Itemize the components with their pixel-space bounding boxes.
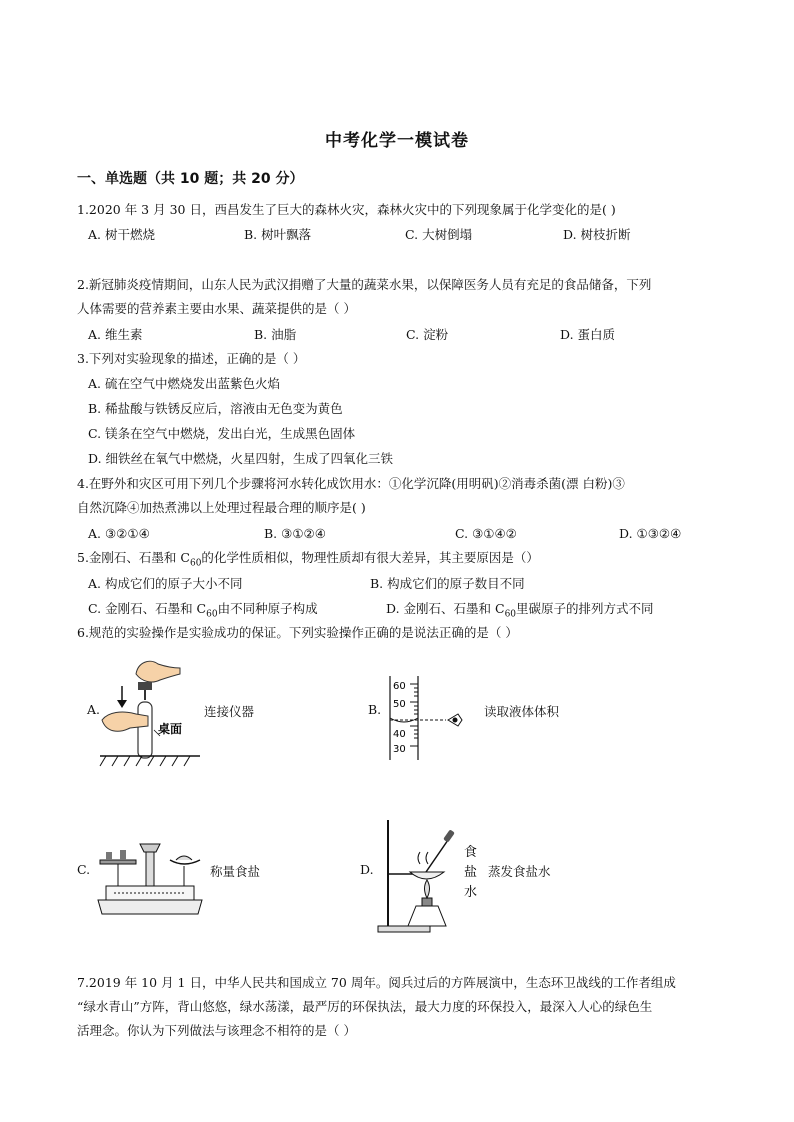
q3-option-c[interactable]: C. 镁条在空气中燃烧，发出白光，生成黑色固体 [88,426,356,441]
question-6-stem: 6.规范的实验操作是实验成功的保证。下列实验操作正确的是说法正确的是（ ） [77,625,518,640]
q6-d-label-1: 食 [464,845,478,860]
q6-d-label-2: 盐 [464,865,478,880]
q6-option-d-caption: 蒸发食盐水 [488,864,551,879]
q6-option-c-letter[interactable]: C. [77,862,91,877]
q1-option-b[interactable]: B. 树叶飘落 [244,227,312,242]
question-7-stem-line3: 活理念。你认为下列做法与该理念不相符的是（ ） [77,1023,356,1038]
q4-option-c[interactable]: C. ③①④② [455,526,517,541]
q1-option-a[interactable]: A. 树干燃烧 [88,227,155,242]
section-heading: 一、单选题（共 10 题；共 20 分） [77,171,304,187]
q5-stem-sub: 60 [189,558,202,569]
q5-option-d[interactable] [386,600,654,624]
q5-optc-post: 由不同种原子构成 [217,601,318,616]
q6-d-label-3: 水 [464,885,478,900]
q6-a-desk-label: 桌面 [158,722,183,736]
q5-optd-post: 里碳原子的排列方式不同 [516,601,654,616]
q6-option-d-figure [378,820,486,934]
q6-option-b-letter[interactable]: B. [368,702,382,717]
q2-option-a[interactable]: A. 维生素 [88,327,143,342]
q1-option-d[interactable]: D. 树枝折断 [563,227,631,242]
q6-b-tick-50: 50 [393,699,406,710]
q6-option-a-caption: 连接仪器 [204,704,255,719]
q6-option-d-letter[interactable]: D. [360,862,374,877]
question-7-stem-line2: “绿水青山”方阵，背山悠悠，绿水荡漾，最严厉的环保执法，最大力度的环保投入，最深入人心的绿色生 [77,999,653,1014]
q5-optd-sub: 60 [504,609,517,620]
q6-b-tick-60: 60 [393,681,406,692]
question-7-stem-line1: 7.2019 年 10 月 1 日，中华人民共和国成立 70 周年。阅兵过后的方阵展演中，生态环卫战线的工作者组成 [77,975,676,990]
q5-stem-post: 的化学性质相似，物理性质却有很大差异，其主要原因是（） [201,550,539,565]
question-1-stem: 1.2020 年 3 月 30 日，西昌发生了巨大的森林火灾，森林火灾中的下列现象属于化学变化的是( ) [77,202,616,217]
q6-b-tick-30: 30 [393,744,406,755]
q3-option-a[interactable]: A. 硫在空气中燃烧发出蓝紫色火焰 [88,376,280,391]
q5-stem-pre: 5.金刚石、石墨和 C [77,550,190,565]
q5-option-b[interactable]: B. 构成它们的原子数目不同 [370,576,525,591]
question-2-stem-line2: 人体需要的营养素主要由水果、蔬菜提供的是（ ） [77,301,356,316]
page-title: 中考化学一模试卷 [325,131,469,151]
q2-option-d[interactable]: D. 蛋白质 [560,327,616,342]
q5-option-a[interactable]: A. 构成它们的原子大小不同 [88,576,243,591]
q1-option-c[interactable]: C. 大树倒塌 [405,227,473,242]
question-3-stem: 3.下列对实验现象的描述，正确的是（ ） [77,351,306,366]
question-5-stem [77,549,539,573]
q6-option-c-caption: 称量食盐 [210,864,261,879]
q6-option-a-figure [100,656,200,772]
q5-option-c[interactable] [88,600,318,624]
q6-option-a-letter[interactable]: A. [87,702,101,717]
q6-b-tick-40: 40 [393,729,406,740]
q6-option-b-figure [388,676,468,760]
q6-option-c-figure [94,836,206,920]
q4-option-d[interactable]: D. ①③②④ [619,526,682,541]
q3-option-d[interactable]: D. 细铁丝在氧气中燃烧，火星四射，生成了四氧化三铁 [88,451,394,466]
q5-optd-pre: D. 金刚石、石墨和 C [386,601,505,616]
q4-option-b[interactable]: B. ③①②④ [264,526,326,541]
question-2-stem-line1: 2.新冠肺炎疫情期间，山东人民为武汉捐赠了大量的蔬菜水果，以保障医务人员有充足的食品储备，下列 [77,277,652,292]
question-4-stem-line2: 自然沉降④加热煮沸以上处理过程最合理的顺序是( ) [77,500,366,515]
q2-option-b[interactable]: B. 油脂 [254,327,297,342]
q3-option-b[interactable]: B. 稀盐酸与铁锈反应后，溶液由无色变为黄色 [88,401,343,416]
question-4-stem-line1: 4.在野外和灾区可用下列几个步骤将河水转化成饮用水：①化学沉降(用明矾)②消毒杀菌(漂 白粉)③ [77,476,625,491]
q2-option-c[interactable]: C. 淀粉 [406,327,449,342]
q5-optc-sub: 60 [206,609,218,620]
q4-option-a[interactable]: A. ③②①④ [88,526,150,541]
q6-option-b-caption: 读取液体体积 [484,704,560,719]
q5-optc-pre: C. 金刚石、石墨和 C [88,601,207,616]
